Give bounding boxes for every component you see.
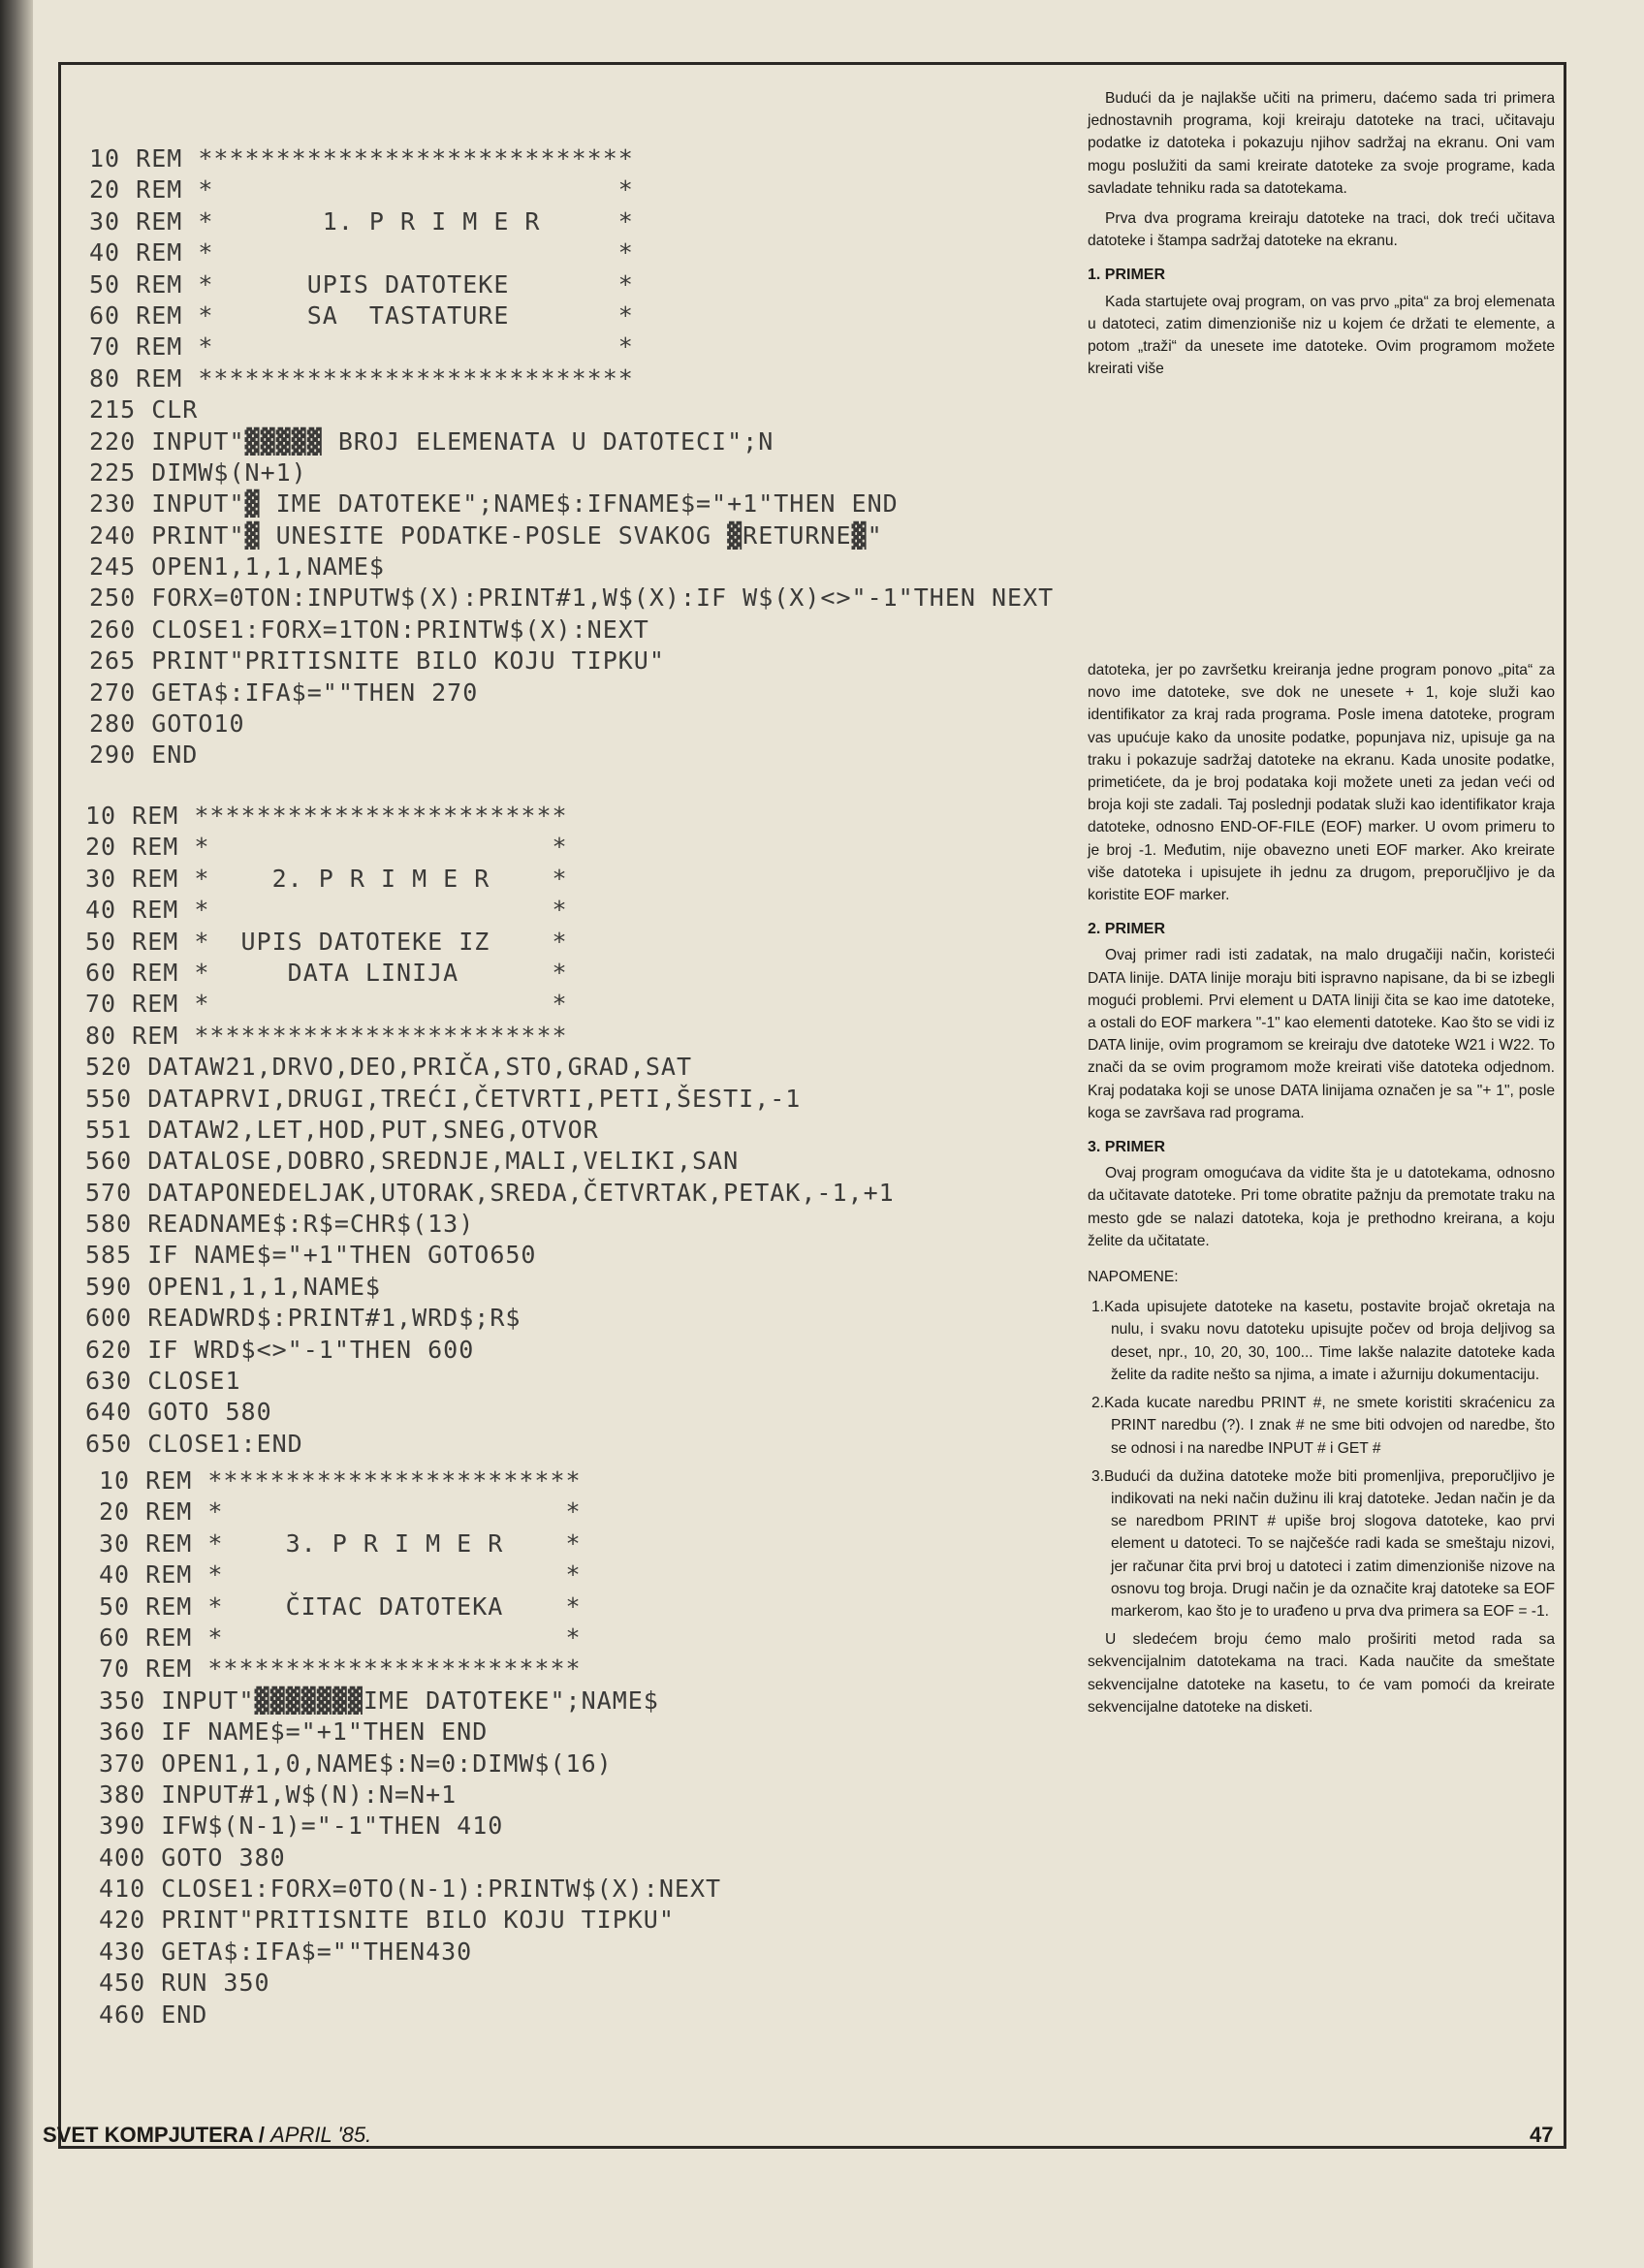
section-heading-primer-1: 1. PRIMER [1088, 267, 1166, 284]
code-line: 30 REM * 1. P R I M E R * [89, 206, 634, 236]
code-line: 50 REM * UPIS DATOTEKE IZ * [85, 927, 568, 956]
code-line: 20 REM * * [99, 1497, 582, 1527]
code-line: 260 CLOSE1:FORX=1TON:PRINTW$(X):NEXT [89, 614, 649, 644]
closing-paragraph: U sledećem broju ćemo malo proširiti metod rada sa sekvencijalnim datotekama na traci. Kada naučite da smeštate sekvencijalne datoteke na kasetu, to će vam pomoći da kreirate sekvencijalne datoteke na disketi. [1088, 1631, 1555, 1716]
code-line: 60 REM * SA TASTATURE * [89, 300, 634, 330]
code-line: 40 REM * * [85, 896, 568, 925]
issue-date: APRIL '85. [270, 2123, 372, 2147]
code-line: 50 REM * UPIS DATOTEKE * [89, 269, 634, 299]
code-line: 225 DIMW$(N+1) [89, 457, 307, 487]
code-line: 370 OPEN1,1,0,NAME$:N=0:DIMW$(16) [99, 1748, 613, 1778]
code-line: 650 CLOSE1:END [85, 1429, 303, 1458]
code-line: 60 REM * DATA LINIJA * [85, 958, 568, 987]
code-listing-3 [99, 1465, 721, 2031]
code-line: 630 CLOSE1 [85, 1367, 241, 1396]
notes-list [1088, 1296, 1555, 1622]
code-line: 350 INPUT"▓▓▓▓▓▓▓IME DATOTEKE";NAME$ [99, 1685, 659, 1715]
code-line: 430 GETA$:IFA$=""THEN430 [99, 1937, 473, 1966]
code-line: 40 REM * * [89, 238, 634, 268]
magazine-name: SVET KOMPJUTERA / [43, 2123, 265, 2147]
code-line: 450 RUN 350 [99, 1969, 270, 1998]
code-line: 360 IF NAME$="+1"THEN END [99, 1717, 489, 1747]
code-line: 560 DATALOSE,DOBRO,SREDNJE,MALI,VELIKI,SAN [85, 1147, 740, 1176]
code-line: 551 DATAW2,LET,HOD,PUT,SNEG,OTVOR [85, 1115, 599, 1144]
code-line: 215 CLR [89, 395, 199, 425]
code-line: 20 REM * * [89, 175, 634, 205]
code-line: 265 PRINT"PRITISNITE BILO KOJU TIPKU" [89, 646, 665, 676]
code-line: 580 READNAME$:R$=CHR$(13) [85, 1210, 475, 1239]
code-line: 20 REM * * [85, 833, 568, 862]
code-line: 40 REM * * [99, 1560, 582, 1590]
intro-paragraph: Budući da je najlakše učiti na primeru, daćemo sada tri primera jednostavnih programa, koji kreiraju datoteke na traci, učitavaju podatke iz datoteka i pokazuju njihov sadržaj na ekranu. Oni vam mogu poslužiti da sami kreirate datoteke za svoje programe, kada savladate tehniku rada sa datotekama. [1088, 90, 1555, 197]
code-line: 390 IFW$(N-1)="-1"THEN 410 [99, 1811, 504, 1841]
code-line: 410 CLOSE1:FORX=0TO(N-1):PRINTW$(X):NEXT [99, 1874, 722, 1904]
code-line: 550 DATAPRVI,DRUGI,TREĆI,ČETVRTI,PETI,ŠESTI,-1 [85, 1084, 802, 1113]
section-heading-primer-3: 3. PRIMER [1088, 1139, 1166, 1156]
note-item: 2.Kada kucate naredbu PRINT #, ne smete koristiti skraćenicu za PRINT naredbu (?). I znak # ne sme biti odvojen od naredbe, što se odnosi i na naredbe INPUT # i GET # [1091, 1395, 1555, 1457]
code-line: 460 END [99, 2000, 208, 2029]
notes-heading: NAPOMENE: [1088, 1269, 1179, 1286]
code-line: 620 IF WRD$<>"-1"THEN 600 [85, 1335, 475, 1364]
code-line: 570 DATAPONEDELJAK,UTORAK,SREDA,ČETVRTAK,PETAK,-1,+1 [85, 1178, 895, 1207]
code-line: 30 REM * 2. P R I M E R * [85, 864, 568, 893]
code-line: 70 REM ************************ [99, 1654, 582, 1684]
code-line: 280 GOTO10 [89, 709, 245, 739]
code-line: 220 INPUT"▓▓▓▓▓ BROJ ELEMENATA U DATOTECI";N [89, 426, 775, 456]
primer-1-paragraph-continued: datoteka, jer po završetku kreiranja jedne program ponovo „pita“ za novo ime datoteke, sve dok ne unesete + 1, koje služi kao identifikator za kraj rada programa. Posle imena datoteke, program vas upućuje kako da unosite podatke, popunjava niz, upisuje ga na traku i pokazuje sadržaj datoteke na ekranu. Kada unosite podatke, primetićete, da je broj podataka koji možete uneti za jedan veći od broja koji ste zadali. Taj poslednji podatak služi kao identifikator kraja datoteke, odnosno END-OF-FILE (EOF) marker. U ovom primeru to je broj -1. Međutim, nije obavezno uneti EOF marker. Ako kreirate više datoteka i upisujete ih jednu za drugom, preporučljivo je da koristite EOF marker. [1088, 662, 1555, 904]
code-line: 80 REM ************************ [85, 1021, 568, 1050]
code-line: 80 REM **************************** [89, 363, 634, 393]
article-column-bottom [1088, 659, 1555, 1726]
article-column-top [1088, 87, 1555, 388]
code-listing-2 [85, 801, 895, 1460]
code-line: 590 OPEN1,1,1,NAME$ [85, 1272, 381, 1301]
section-heading-primer-2: 2. PRIMER [1088, 921, 1166, 938]
primer-2-paragraph: Ovaj primer radi isti zadatak, na malo drugačiji način, koristeći DATA linije. DATA linije moraju biti ispravno napisane, da bi se izbegli mogući problemi. Prvi element u DATA liniji čita se kao ime datoteke, a ostali do EOF markera "-1" kao elementi datoteke. Kao što se vidi iz DATA linije, ovim programom se kreiraju dve datoteke W21 i W22. To znači da se ovim programom može kreirati više datoteka odjednom. Kraj podataka koji se unose DATA linijama označen je sa "+ 1", posle koga se završava rad programa. [1088, 947, 1555, 1121]
code-line: 640 GOTO 580 [85, 1398, 272, 1427]
code-line: 420 PRINT"PRITISNITE BILO KOJU TIPKU" [99, 1906, 675, 1935]
magazine-footer [43, 2123, 371, 2148]
code-line: 50 REM * ČITAC DATOTEKA * [99, 1591, 582, 1621]
code-line: 400 GOTO 380 [99, 1843, 286, 1872]
code-line: 10 REM **************************** [89, 144, 634, 173]
code-line: 60 REM * * [99, 1622, 582, 1652]
code-line: 245 OPEN1,1,1,NAME$ [89, 552, 385, 582]
code-line: 240 PRINT"▓ UNESITE PODATKE-POSLE SVAKOG ▓RETURNE▓" [89, 520, 883, 550]
primer-1-paragraph: Kada startujete ovaj program, on vas prvo „pita“ za broj elemenata u datoteci, zatim dimenzioniše niz u kojem će držati te elemente, a potom „traži“ da unesete ime datoteke. Ovim programom možete kreirati više [1088, 293, 1555, 378]
intro-paragraph: Prva dva programa kreiraju datoteke na traci, dok treći učitava datoteke i štampa sadržaj datoteke na ekranu. [1088, 210, 1555, 250]
code-line: 30 REM * 3. P R I M E R * [99, 1528, 582, 1558]
code-line: 230 INPUT"▓ IME DATOTEKE";NAME$:IFNAME$="+1"THEN END [89, 489, 899, 519]
code-line: 380 INPUT#1,W$(N):N=N+1 [99, 1780, 458, 1809]
code-line: 520 DATAW21,DRVO,DEO,PRIČA,STO,GRAD,SAT [85, 1053, 692, 1082]
code-line: 600 READWRD$:PRINT#1,WRD$;R$ [85, 1304, 522, 1333]
code-listing-1 [89, 143, 1054, 772]
page-number: 47 [1530, 2123, 1554, 2147]
code-line: 585 IF NAME$="+1"THEN GOTO650 [85, 1241, 537, 1270]
code-line: 10 REM ************************ [85, 802, 568, 830]
note-item: 3.Budući da dužina datoteke može biti promenljiva, preporučljivo je indikovati na neki način dužinu ili kraj datoteke. Jedan način je da se naredbom PRINT # upiše broj slogova datoteke, kao prvi element u datoteci. To se najčešće radi kada se smeštaju nizovi, jer računar čita prvi broj u datoteci i zatim dimenzioniše nizove na osnovu tog broja. Drugi način je da označite kraj datoteke sa EOF markerom, kao što je to urađeno u prva dva primera sa EOF = -1. [1091, 1467, 1555, 1620]
code-line: 70 REM * * [89, 332, 634, 362]
code-line: 70 REM * * [85, 990, 568, 1019]
code-line: 290 END [89, 740, 199, 770]
code-line: 270 GETA$:IFA$=""THEN 270 [89, 677, 479, 707]
code-line: 250 FORX=0TON:INPUTW$(X):PRINT#1,W$(X):IF W$(X)<>"-1"THEN NEXT [89, 583, 1055, 613]
page-binding-edge [0, 0, 33, 2268]
primer-3-paragraph: Ovaj program omogućava da vidite šta je u datotekama, odnosno da učitavate datoteke. Pri tome obratite pažnju da premotate traku na mesto gde se nalazi datoteka, koja je prethodno kreirana, a koju želite da učitatate. [1088, 1165, 1555, 1249]
note-item: 1.Kada upisujete datoteke na kasetu, postavite brojač okretaja na nulu, i svaku novu datoteku upisujte počev od broja deljivog sa deset, npr., 10, 20, 30, 100... Time lakše nalazite datoteke kada želite da radite nešto sa njima, a imate i ažurniju dokumentaciju. [1091, 1299, 1555, 1383]
code-line: 10 REM ************************ [99, 1466, 582, 1495]
